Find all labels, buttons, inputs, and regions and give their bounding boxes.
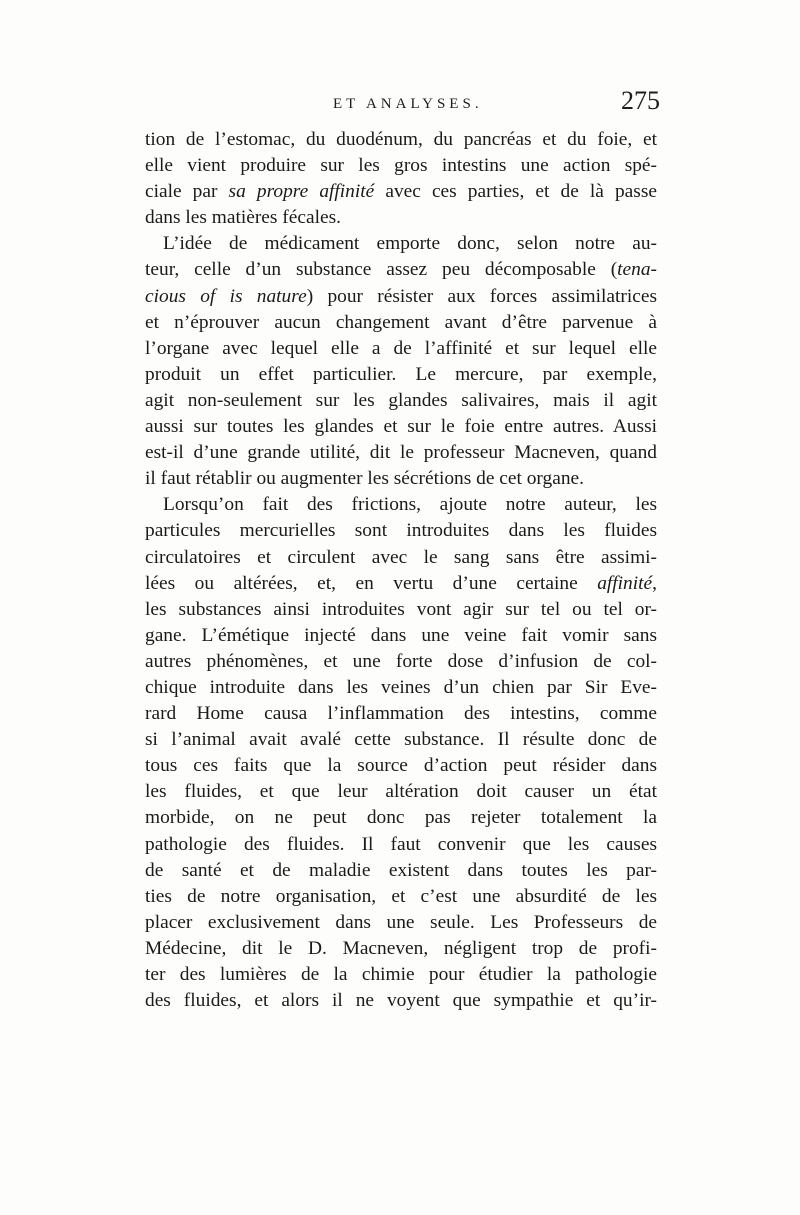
paragraph-first-line: L’idée de médicament emporte donc, selon notre au- [163, 233, 657, 255]
page-number: 275 [621, 86, 660, 115]
text-line: ciale par sa propre affinité avec ces parties, et de là passe [145, 181, 657, 203]
text-line: de santé et de maladie existent dans toutes les par- [145, 859, 657, 881]
text-line: tous ces faits que la source d’action peut résider dans [145, 755, 657, 777]
running-title: ET ANALYSES. [333, 96, 483, 112]
text-line: est-il d’une grande utilité, dit le professeur Macneven, quand [145, 442, 657, 464]
text-line: ties de notre organisation, et c’est une absurdité de les [145, 885, 657, 907]
text-line: ter des lumières de la chimie pour étudier la pathologie [145, 964, 657, 985]
text-line: l’organe avec lequel elle a de l’affinité et sur lequel elle [145, 337, 657, 359]
italic-phrase: tena- [617, 259, 657, 281]
italic-phrase: sa propre affinité [228, 181, 375, 203]
text-line: il faut rétablir ou augmenter les sécrétions de cet organe. [145, 468, 584, 490]
text-line: pathologie des fluides. Il faut convenir que les causes [145, 833, 657, 855]
text-line: si l’animal avait avalé cette substance. Il résulte donc de [145, 729, 657, 751]
text-line: gane. L’émétique injecté dans une veine fait vomir sans [145, 624, 657, 646]
text-line: teur, celle d’un substance assez peu décomposable (tena- [145, 259, 657, 281]
paragraph-first-line: Lorsqu’on fait des frictions, ajoute notre auteur, les [163, 494, 657, 516]
text-line: aussi sur toutes les glandes et sur le foie entre autres. Aussi [145, 416, 657, 438]
text-line: placer exclusivement dans une seule. Les Professeurs de [145, 911, 657, 933]
italic-phrase: affinité [597, 572, 653, 594]
text-line: autres phénomènes, et une forte dose d’infusion de col- [145, 650, 657, 672]
text-line: morbide, on ne peut donc pas rejeter totalement la [145, 807, 657, 829]
text-line: circulatoires et circulent avec le sang sans être assimi- [145, 546, 657, 568]
text-line: chique introduite dans les veines d’un chien par Sir Eve- [145, 676, 657, 698]
text-line: Médecine, dit le D. Macneven, négligent trop de profi- [145, 937, 657, 959]
text-line: agit non-seulement sur les glandes salivaires, mais il agit [145, 389, 657, 411]
text-line: tion de l’estomac, du duodénum, du pancréas et du foie, et [145, 129, 657, 150]
text-line: lées ou altérées, et, en vertu d’une certaine affinité, [145, 572, 657, 594]
text-line: les fluides, et que leur altération doit causer un état [145, 781, 657, 803]
text-line: rard Home causa l’inflammation des intestins, comme [145, 703, 657, 725]
text-line: particules mercurielles sont introduites dans les fluides [145, 520, 657, 542]
text-line: produit un effet particulier. Le mercure, par exemple, [145, 363, 657, 385]
text-line: elle vient produire sur les gros intestins une action spé- [145, 155, 657, 177]
text-line: cious of is nature) pour résister aux forces assimilatrices [145, 285, 658, 307]
text-line: et n’éprouver aucun changement avant d’être parvenue à [145, 311, 657, 333]
text-line: dans les matières fécales. [145, 207, 341, 229]
text-line: des fluides, et alors il ne voyent que sympathie et qu’ir- [145, 990, 657, 1012]
text-line: les substances ainsi introduites vont agir sur tel ou tel or- [145, 598, 657, 620]
body-text [145, 127, 657, 1014]
running-head [145, 86, 660, 122]
italic-phrase: cious of is nature [145, 285, 307, 307]
